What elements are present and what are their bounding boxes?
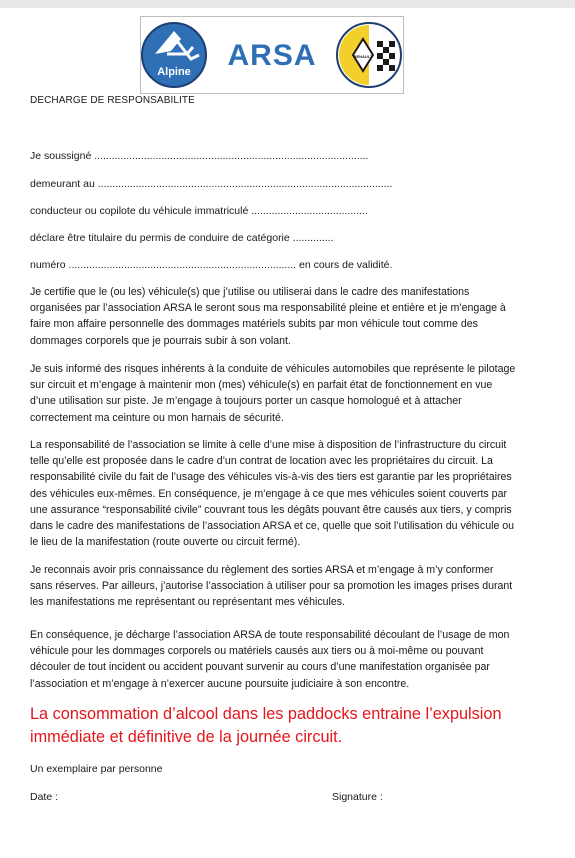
paragraph-responsabilite: La responsabilité de l’association se limite à celle d’une mise à disposition de l’infrastructure du circuit telle qu’elle est proposée dans le cadre d’un contrat de location avec les propriétaires du circuit. La responsabilité civile du fait de l’usage des véhicules vis-à-vis des tiers est garantie par les propriétaires des véhicules eux-mêmes. En conséquence, je m’engage à ce que mes véhicules soient couverts par une assurance “responsabilité civile” couvrant tous les dégâts pouvant être causés aux tiers, y compris dans le cadre des manifestations de l’association ARSA et ce, quelle que soit l’utilisation du véhicule ou le lieu de la manifestation (route ouverte ou circuit fermé). — [30, 439, 515, 549]
copies-note: Un exemplaire par personne — [30, 763, 163, 775]
svg-text:RENAULT: RENAULT — [353, 54, 373, 59]
signature-label: Signature : — [332, 791, 383, 803]
paragraph-certification: Je certifie que le (ou les) véhicule(s) que j’utilise ou utiliserai dans le cadre des manifestations organisées par l’association ARSA le seront sous ma responsabilité pleine et entière et je m’engage à faire mon affaire personnelle des dommages matériels subits par mon véhicule tout comme des dommages corporels que je pourrais subir à son volant. — [30, 286, 506, 347]
paragraph-reglement: Je reconnais avoir pris connaissance du règlement des sorties ARSA et m’engage à m’y conformer sans réserves. Par ailleurs, j’autorise l’association à utiliser pour sa promotion les images prises durant les manifestations me représentant ou représentant mes véhicules. — [30, 564, 513, 609]
field-dots: .............. — [292, 232, 334, 244]
header-logo — [140, 16, 404, 94]
paragraph-risques: Je suis informé des risques inhérents à la conduite de véhicules automobiles que représente le pilotage sur circuit et m’engage à maintenir mon (mes) véhicule(s) en parfait état de fonctionnement en vue d’une utilisation sur piste. Je m’engage à toujours porter un casque homologué et à attacher correctement ma ceinture ou mon harnais de sécurité. — [30, 363, 516, 424]
field-immatricule[interactable] — [30, 205, 368, 217]
field-label: demeurant au — [30, 178, 98, 190]
arsa-text: ARSA — [227, 39, 317, 72]
field-dots: .............................................................................................. — [94, 150, 369, 162]
field-dots: ........................................ — [251, 205, 368, 217]
field-dots: .............................................................................. — [68, 259, 297, 271]
arsa-logo — [141, 17, 403, 93]
date-label: Date : — [30, 791, 59, 803]
top-bar — [0, 0, 575, 8]
document-title: DECHARGE DE RESPONSABILITE — [30, 95, 195, 106]
field-label: numéro — [30, 259, 69, 271]
field-soussigne[interactable] — [30, 150, 368, 162]
field-permis-categorie[interactable] — [30, 232, 334, 244]
field-suffix: en cours de validité. — [296, 259, 393, 271]
field-numero[interactable] — [30, 259, 392, 271]
field-demeurant[interactable] — [30, 178, 392, 190]
field-label: conducteur ou copilote du véhicule immatriculé — [30, 205, 252, 217]
field-dots: ..................................................................................................... — [97, 178, 393, 190]
field-label: Je soussigné — [30, 150, 95, 162]
field-label: déclare être titulaire du permis de conduire de catégorie — [30, 232, 293, 244]
paragraph-decharge: En conséquence, je décharge l’association ARSA de toute responsabilité découlant de l’usage de mon véhicule pour les dommages corporels ou matériels causés aux tiers ou à moi-même ou pouvant découler de tout incident ou accident pouvant survenir au cours d’une manifestation organisée par l’association et m’engage à n’exercer aucune poursuite judiciaire à son encontre. — [30, 629, 510, 690]
alpine-text: Alpine — [157, 66, 191, 78]
alcohol-warning: La consommation d’alcool dans les paddocks entraine l’expulsion immédiate et définitive de la journée circuit. — [30, 705, 502, 746]
